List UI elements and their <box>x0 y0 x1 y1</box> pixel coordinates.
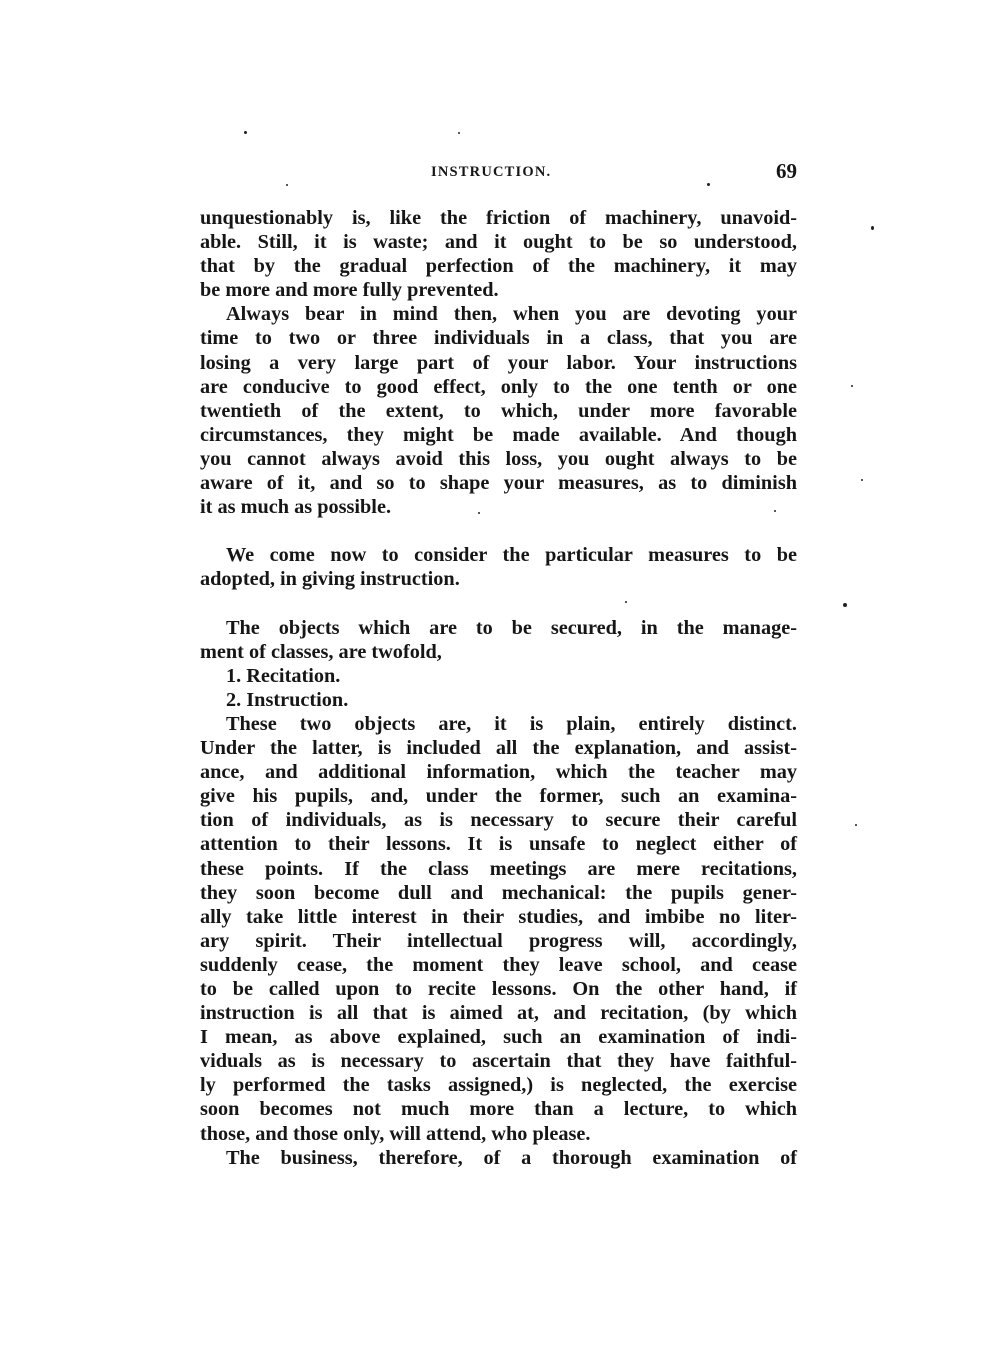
scan-speck <box>871 226 874 230</box>
paragraph-gap <box>200 519 797 543</box>
text-line: adopted, in giving instruction. <box>200 568 460 591</box>
text-line: losing a very large part of your labor. Your instructions <box>200 351 797 374</box>
text-line: are conducive to good effect, only to the one tenth or one <box>200 375 797 398</box>
scan-speck <box>851 385 853 387</box>
text-line: give his pupils, and, under the former, such an examina- <box>200 785 797 808</box>
running-head: INSTRUCTION. <box>431 164 552 180</box>
text-line: to be called upon to recite lessons. On the other hand, if <box>200 978 797 1000</box>
text-line: those, and those only, will attend, who please. <box>200 1122 591 1145</box>
text-line: ly performed the tasks assigned,) is neglected, the exercise <box>200 1074 797 1097</box>
scan-speck <box>843 603 847 607</box>
text-line: it as much as possible. <box>200 496 392 519</box>
text-line: they soon become dull and mechanical: the pupils gener- <box>200 881 797 904</box>
text-line: time to two or three individuals in a class, that you are <box>200 327 797 350</box>
text-line: suddenly cease, the moment they leave school, and cease <box>200 953 797 976</box>
text-line: soon becomes not much more than a lecture, to which <box>200 1098 797 1121</box>
text-line: viduals as is necessary to ascertain that they have faithful- <box>200 1050 797 1073</box>
text-line: The business, therefore, of a thorough examination of <box>226 1146 797 1169</box>
scan-speck <box>625 601 627 603</box>
text-line: 1. Recitation. <box>226 664 341 687</box>
text-line: ment of classes, are twofold, <box>200 640 442 663</box>
page-number: 69 <box>776 159 797 183</box>
text-line: tion of individuals, as is necessary to secure their careful <box>200 809 797 832</box>
text-line: These two objects are, it is plain, entirely distinct. <box>226 712 797 735</box>
text-line: able. Still, it is waste; and it ought to be so understood, <box>200 231 797 254</box>
scan-speck <box>774 510 776 512</box>
text-line: ary spirit. Their intellectual progress will, accordingly, <box>200 929 797 952</box>
text-line: instruction is all that is aimed at, and recitation, (by which <box>200 1002 797 1025</box>
paragraph-gap <box>200 592 797 616</box>
text-line: The objects which are to be secured, in the manage- <box>226 616 797 639</box>
text-line: that by the gradual perfection of the machinery, it may <box>200 255 797 278</box>
text-line: attention to their lessons. It is unsafe to neglect either of <box>200 833 797 856</box>
text-line: unquestionably is, like the friction of machinery, unavoid- <box>200 207 797 229</box>
text-line: 2. Instruction. <box>226 688 349 711</box>
text-line: Under the latter, is included all the explanation, and assist- <box>200 737 797 760</box>
text-line: Always bear in mind then, when you are devoting your <box>226 303 797 326</box>
text-line: ally take little interest in their studies, and imbibe no liter- <box>200 905 797 928</box>
text-line: aware of it, and so to shape your measures, as to diminish <box>200 472 797 495</box>
text-line: these points. If the class meetings are mere recitations, <box>200 857 797 880</box>
text-line: ance, and additional information, which the teacher may <box>200 761 797 784</box>
text-line: I mean, as above explained, such an examination of indi- <box>200 1026 797 1049</box>
scan-speck <box>855 824 857 826</box>
text-line: twentieth of the extent, to which, under more favorable <box>200 399 797 422</box>
text-line: circumstances, they might be made available. And though <box>200 423 797 446</box>
text-line: We come now to consider the particular measures to be <box>226 544 797 567</box>
text-line: be more and more fully prevented. <box>200 279 499 302</box>
scan-speck <box>707 183 710 186</box>
scan-speck <box>458 132 460 134</box>
scan-speck <box>861 479 863 481</box>
scan-speck <box>244 131 247 134</box>
scan-speck <box>286 184 288 186</box>
scan-speck <box>478 512 480 514</box>
text-line: you cannot always avoid this loss, you ought always to be <box>200 447 797 470</box>
body-text <box>200 206 797 1170</box>
